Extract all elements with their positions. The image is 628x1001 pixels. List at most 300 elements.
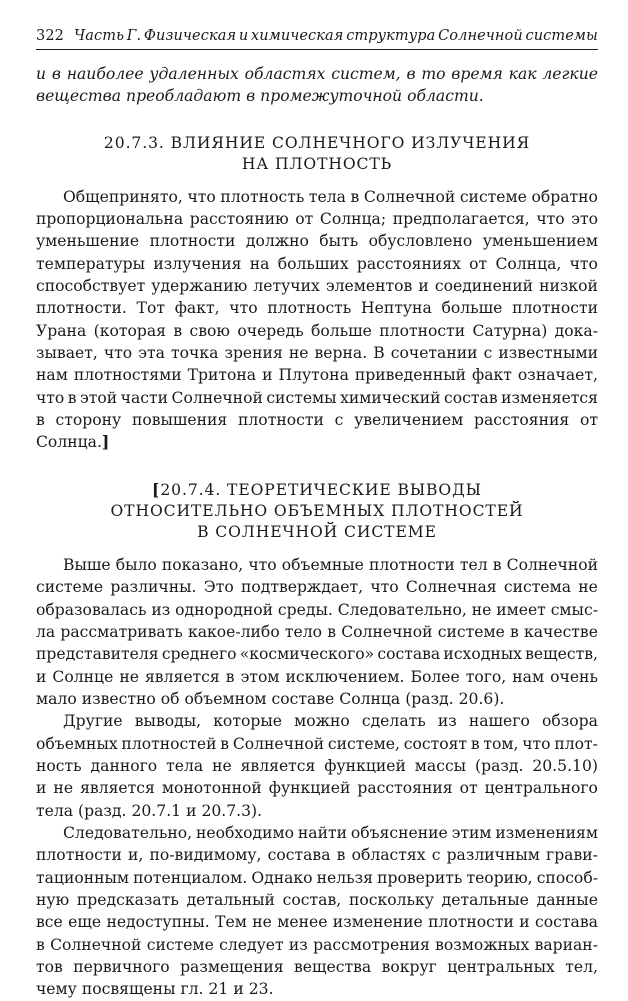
word: расстояниях <box>356 254 461 273</box>
word: Тритона <box>187 366 257 385</box>
text-line <box>36 297 598 319</box>
word: плотностями <box>73 366 182 385</box>
text-line <box>36 666 598 688</box>
word: обусловлено <box>368 232 473 251</box>
word: плотности <box>149 232 236 251</box>
word: потенциалом. <box>133 868 248 887</box>
word: что <box>370 578 399 597</box>
text-line <box>36 889 598 911</box>
word: тел <box>459 555 488 574</box>
word: исключением. <box>285 667 405 686</box>
word: тело <box>284 622 323 641</box>
word: 20.7.1 <box>131 801 182 820</box>
word: тов <box>36 958 63 976</box>
word: не <box>53 779 74 798</box>
text-line <box>36 230 598 252</box>
word: плотности <box>428 913 514 932</box>
word: ность <box>36 756 82 775</box>
text-line <box>36 599 598 621</box>
word: это <box>571 210 598 229</box>
word: первичного <box>73 958 170 976</box>
word: Плутона <box>278 366 349 385</box>
word: центральных <box>447 958 555 976</box>
word: преобладают <box>126 87 242 106</box>
text-line <box>36 253 598 275</box>
word: смыс- <box>550 600 598 619</box>
word: все <box>36 913 63 932</box>
word: среднего <box>161 645 237 664</box>
word: нельзя <box>316 868 374 887</box>
word: структура <box>346 28 436 44</box>
intro-text <box>36 63 598 108</box>
word: Солнечной <box>363 187 456 206</box>
word: плотностей <box>121 734 217 753</box>
text-line <box>36 710 598 732</box>
word: в <box>470 734 480 753</box>
word: из <box>288 935 308 954</box>
word: части <box>120 388 169 407</box>
word: и, <box>128 846 144 865</box>
word: что <box>248 555 277 574</box>
word: верна. <box>314 344 368 363</box>
word: плотности <box>36 846 122 865</box>
word: предсказать <box>76 890 179 909</box>
word: систем, <box>331 65 401 83</box>
word: что <box>522 734 551 753</box>
text-line <box>36 431 598 453</box>
heading-line <box>36 479 598 501</box>
word: детальные <box>441 890 529 909</box>
word: того, <box>465 667 507 686</box>
heading-line: НА ПЛОТНОСТЬ <box>241 154 393 173</box>
word: плотности <box>238 411 324 430</box>
word: тационным <box>36 868 130 887</box>
word: (которая <box>93 321 166 340</box>
word: различным <box>446 846 540 865</box>
word: гл. <box>180 980 204 999</box>
word: грави- <box>546 846 598 865</box>
paragraph <box>36 710 598 822</box>
word: Это <box>203 578 234 597</box>
word: еще <box>68 913 102 932</box>
word: обзора <box>541 712 598 731</box>
word: Однако <box>251 868 313 887</box>
word: Следовательно, <box>63 823 193 842</box>
word: составе <box>271 689 335 708</box>
word: зрения <box>224 344 283 363</box>
word: на <box>249 254 270 273</box>
word: вещества <box>294 958 372 976</box>
word: Тем <box>215 913 247 932</box>
word: и <box>233 980 244 999</box>
word: имеет <box>496 600 546 619</box>
word: соединений <box>434 277 534 296</box>
word: 20.6). <box>458 689 505 708</box>
word: Г. <box>126 28 142 44</box>
word: в <box>220 734 230 753</box>
word: не <box>252 913 272 932</box>
word: летучих <box>253 277 320 296</box>
word: сделать <box>361 712 426 731</box>
word: объемных <box>36 734 118 753</box>
word: изменениям <box>495 823 598 842</box>
text-line <box>36 186 598 208</box>
word: расстоянию <box>189 210 289 229</box>
word: быть <box>319 232 359 251</box>
word: нам <box>36 366 68 385</box>
word: означает, <box>517 366 598 385</box>
word: Солнца <box>339 689 401 708</box>
heading-line: В СОЛНЕЧНОЙ СИСТЕМЕ <box>197 522 437 541</box>
word: легкие <box>542 65 598 83</box>
text-line <box>36 342 598 364</box>
word: показано, <box>161 555 244 574</box>
paragraph <box>36 186 598 454</box>
word: от <box>579 411 598 430</box>
word: системы <box>266 388 337 407</box>
text-line <box>36 777 598 799</box>
text-line <box>36 934 598 956</box>
text-line <box>36 733 598 755</box>
word: этом <box>240 667 280 686</box>
word: Общепринято, <box>63 187 183 206</box>
word: от <box>469 254 488 273</box>
section-heading-20-7-3 <box>36 133 598 175</box>
word: не <box>212 756 232 775</box>
word: и <box>519 913 530 932</box>
end-mark: ] <box>101 432 110 452</box>
word: качестве <box>523 622 598 641</box>
word: Физическая <box>143 28 237 44</box>
word: однородной <box>175 600 274 619</box>
word: не <box>471 600 492 619</box>
word: больше <box>310 321 372 340</box>
word: плотность <box>267 299 352 318</box>
word: поскольку <box>348 890 434 909</box>
word: мало <box>36 689 77 708</box>
book-page <box>36 28 598 1001</box>
word: что <box>536 210 565 229</box>
word: этим <box>451 823 492 842</box>
word: состав <box>444 388 498 407</box>
word: что <box>187 187 216 206</box>
text-line <box>36 554 598 576</box>
word: Следовательно, <box>337 600 467 619</box>
word: состава <box>535 913 598 932</box>
word: и <box>418 277 429 296</box>
word: то <box>421 65 446 83</box>
word: наиболее <box>66 65 144 83</box>
word: по-видимому, <box>149 846 262 865</box>
word: Выше <box>63 555 111 574</box>
word: Солнца; <box>319 210 387 229</box>
word: свою <box>189 321 230 340</box>
word: удаленных <box>149 65 239 83</box>
word: выводы, <box>134 712 202 731</box>
text-line <box>36 643 598 665</box>
word: чему <box>36 980 77 999</box>
word: теорию, <box>466 868 533 887</box>
word: изменение <box>332 913 423 932</box>
word: и <box>36 667 47 686</box>
text-line <box>36 364 598 386</box>
word: 23. <box>248 980 274 999</box>
text-line <box>36 208 598 230</box>
paragraph <box>36 554 598 710</box>
word: точка <box>171 344 219 363</box>
word: расстояния <box>473 411 570 430</box>
word: повышения <box>131 411 228 430</box>
word: Солнечной <box>341 622 433 641</box>
word: (разд. <box>78 801 127 820</box>
text-line <box>36 621 598 643</box>
word: факт <box>472 366 512 385</box>
word: очень <box>550 667 598 686</box>
word: системе, <box>327 734 400 753</box>
word: образовалась <box>36 600 147 619</box>
word: химическая <box>250 28 344 44</box>
word: промежуточной <box>260 87 403 106</box>
word: является <box>240 756 316 775</box>
word: недоступны. <box>106 913 210 932</box>
word: объемные <box>281 555 364 574</box>
word: Солнечной <box>506 555 598 574</box>
word: детальный <box>186 890 275 909</box>
heading-line-text: 20.7.4. ТЕОРЕТИЧЕСКИЕ ВЫВОДЫ <box>160 480 482 499</box>
word: Солнца, <box>495 254 562 273</box>
word: Урана <box>36 321 87 340</box>
word: рассматривать <box>60 622 183 641</box>
word: и <box>262 366 273 385</box>
text-line <box>36 275 598 297</box>
word: и <box>186 801 197 820</box>
word: в <box>225 667 235 686</box>
word: из <box>151 600 171 619</box>
word: и <box>238 28 249 44</box>
word: является <box>144 667 220 686</box>
word: не <box>119 667 139 686</box>
word: Солнце <box>52 667 114 686</box>
word: различны. <box>110 578 197 597</box>
word: системе <box>437 622 505 641</box>
word: Другие <box>63 712 123 731</box>
text-line <box>36 978 598 1000</box>
word: нам <box>512 667 545 686</box>
word: монотонной <box>161 779 262 798</box>
word: системе <box>146 935 214 954</box>
word: том, <box>483 734 519 753</box>
word: объемном <box>184 689 267 708</box>
word: сторону <box>55 411 122 430</box>
word: Нептуна <box>361 299 432 318</box>
text-line <box>36 867 598 889</box>
word: от <box>459 779 478 798</box>
word: эта <box>138 344 165 363</box>
word: в <box>406 65 416 83</box>
word: что <box>229 299 258 318</box>
word: низкой <box>539 277 598 296</box>
text-line <box>36 956 598 978</box>
word: в <box>246 87 256 106</box>
word: известными <box>498 344 598 363</box>
word: в <box>173 321 183 340</box>
word: можно <box>294 712 350 731</box>
word: является <box>80 779 155 798</box>
word: ную <box>36 890 70 909</box>
text-line <box>36 911 598 933</box>
word: области. <box>407 87 484 106</box>
word: плотности. <box>36 299 127 318</box>
word: способ- <box>536 868 598 887</box>
word: нашего <box>468 712 530 731</box>
word: Солнечной <box>50 935 142 954</box>
text-line <box>36 63 598 85</box>
word: исходных <box>443 645 522 664</box>
word: Солнечной <box>438 28 523 44</box>
word: что <box>103 344 133 363</box>
word: факт, <box>174 299 220 318</box>
last-line-text: Солнца. <box>36 433 102 452</box>
word: очередь <box>237 321 304 340</box>
word: в <box>336 846 346 865</box>
word: из <box>437 712 457 731</box>
word: в <box>350 187 360 206</box>
word: Более <box>410 667 460 686</box>
word: и <box>36 65 47 83</box>
word: «космического» <box>239 645 375 664</box>
word: в <box>510 622 519 641</box>
text-line <box>36 576 598 598</box>
word: приведенный <box>354 366 467 385</box>
word: В <box>373 344 385 363</box>
word: Солнечная <box>405 578 497 597</box>
word: уменьшением <box>482 232 598 251</box>
section-heading-20-7-4 <box>36 479 598 543</box>
word: Солнечной <box>232 734 325 753</box>
word: вещества <box>36 87 122 106</box>
word: менее <box>277 913 328 932</box>
word: какое-либо <box>187 622 280 641</box>
word: изменяется <box>501 388 598 407</box>
word: зывает, <box>36 344 98 363</box>
word: система <box>503 578 572 597</box>
word: тела <box>166 756 204 775</box>
word: посвящены <box>81 980 176 999</box>
word: плот- <box>554 734 598 753</box>
word: размещения <box>180 958 284 976</box>
word: от <box>295 210 314 229</box>
word: увеличением <box>354 411 464 430</box>
word: вариан- <box>534 935 598 954</box>
word: Тот <box>136 299 165 318</box>
word: в <box>327 622 337 641</box>
word: что <box>569 254 598 273</box>
word: температуры <box>36 254 146 273</box>
heading-line: ОТНОСИТЕЛЬНО ОБЪЕМНЫХ ПЛОТНОСТЕЙ <box>110 501 524 520</box>
word: этой <box>80 388 118 407</box>
word: тел, <box>565 958 598 976</box>
word: представителя <box>36 645 159 664</box>
word: способствует <box>36 277 146 296</box>
word: уменьшение <box>36 232 140 251</box>
word: 20.5.10) <box>532 756 598 775</box>
word: объяснение <box>350 823 448 842</box>
word: плотности <box>379 321 466 340</box>
text-line <box>36 800 598 822</box>
word: в <box>51 65 61 83</box>
word: плотности <box>512 299 598 318</box>
word: дока- <box>554 321 598 340</box>
page-number: 322 <box>36 28 64 44</box>
word: областях <box>244 65 326 83</box>
word: следует <box>219 935 284 954</box>
word: в <box>492 555 502 574</box>
word: веществ, <box>525 645 598 664</box>
word: состава <box>377 645 441 664</box>
word: (разд. <box>405 689 454 708</box>
word: пропорциональна <box>36 210 184 229</box>
word: излучения <box>153 254 242 273</box>
word: системе <box>459 187 527 206</box>
word: и <box>36 779 47 798</box>
word: с <box>431 846 441 865</box>
word: об <box>160 689 180 708</box>
word: расстояния <box>357 779 453 798</box>
word: с <box>483 344 493 363</box>
text-line <box>36 844 598 866</box>
word: плотность <box>220 187 305 206</box>
word: состав, <box>282 890 342 909</box>
word: с <box>334 411 344 430</box>
word: предполагается, <box>392 210 530 229</box>
word: Солнечной <box>171 388 263 407</box>
word: как <box>508 65 537 83</box>
text-line <box>36 387 598 409</box>
heading-line: 20.7.3. ВЛИЯНИЕ СОЛНЕЧНОГО ИЗЛУЧЕНИЯ <box>103 133 531 152</box>
word: 21 <box>208 980 229 999</box>
word: функцией <box>324 756 406 775</box>
word: подтверждает, <box>240 578 364 597</box>
word: Сатурна) <box>472 321 548 340</box>
word: элементов <box>325 277 413 296</box>
running-head <box>36 28 598 50</box>
word: массы <box>414 756 467 775</box>
word: что <box>36 388 65 407</box>
word: ла <box>36 622 56 641</box>
word: областях <box>351 846 426 865</box>
word: которые <box>213 712 282 731</box>
word: не <box>578 578 598 597</box>
word: 20.7.3). <box>201 801 263 820</box>
word: время <box>451 65 503 83</box>
word: сочетании <box>390 344 478 363</box>
word: состава <box>267 846 331 865</box>
running-head-title <box>74 28 598 44</box>
word: тела <box>36 801 74 820</box>
word: в <box>36 411 45 430</box>
word: больше <box>441 299 503 318</box>
text-line <box>36 85 598 107</box>
word: тела <box>308 187 346 206</box>
word: необходимо <box>195 823 295 842</box>
word: в <box>36 935 45 954</box>
word: в <box>67 388 77 407</box>
word: возможных <box>435 935 530 954</box>
word: данные <box>536 890 598 909</box>
word: было <box>115 555 157 574</box>
word: функцией <box>268 779 351 798</box>
word: проверить <box>377 868 463 887</box>
